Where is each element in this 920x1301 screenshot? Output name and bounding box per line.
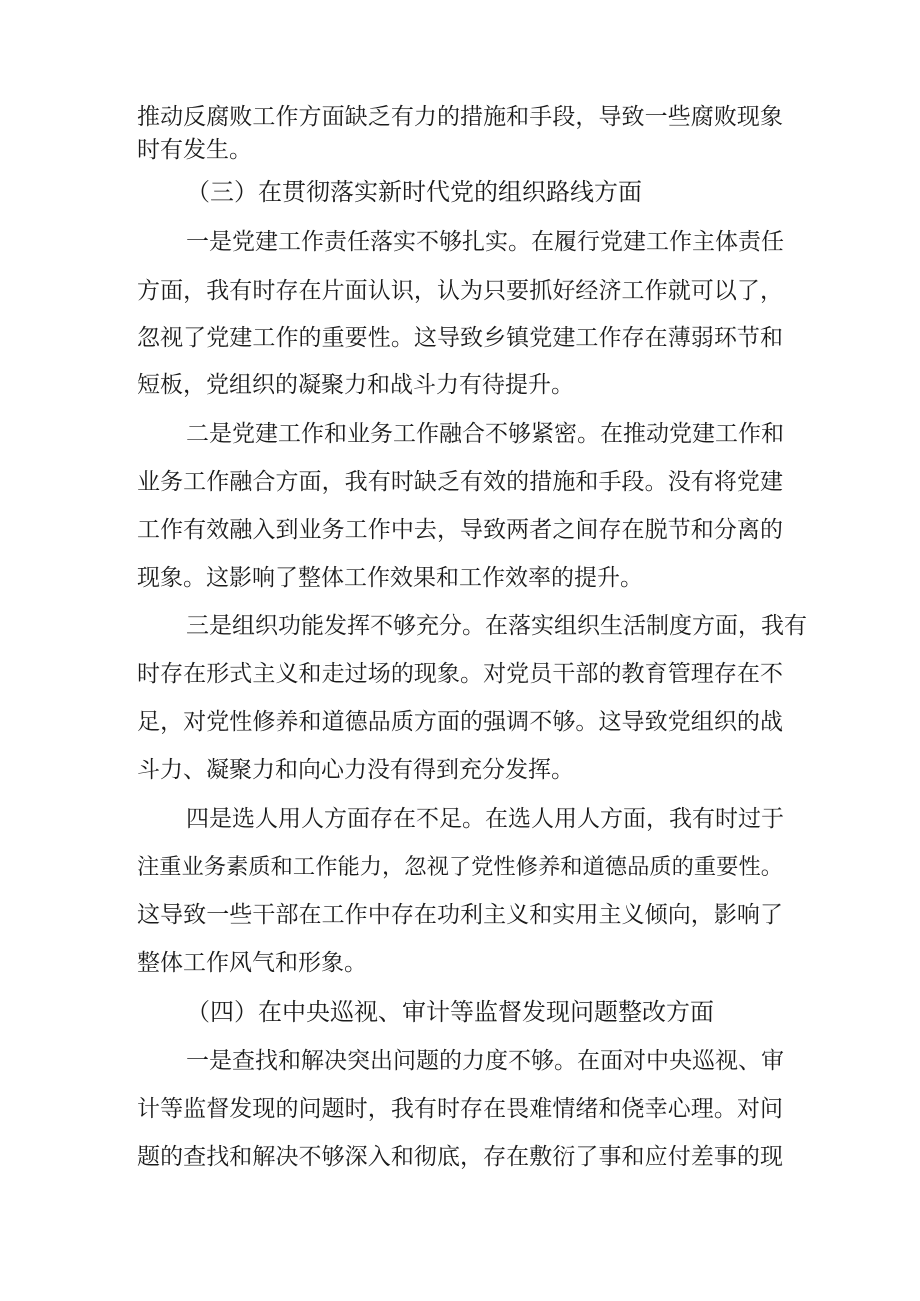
text-line: 时存在形式主义和走过场的现象。对党员干部的教育管理存在不	[137, 661, 783, 687]
text-line: 三是组织功能发挥不够充分。在落实组织生活制度方面，我有	[186, 613, 807, 639]
text-line: 四是选人用人方面存在不足。在选人用人方面，我有时过于	[186, 806, 784, 832]
text-line: 二是党建工作和业务工作融合不够紧密。在推动党建工作和	[186, 421, 784, 447]
text-line: 业务工作融合方面，我有时缺乏有效的措施和手段。没有将党建	[137, 469, 783, 495]
text-line: 时有发生。	[137, 137, 252, 163]
section-heading: （四）在中央巡视、审计等监督发现问题整改方面	[186, 998, 714, 1026]
text-line: 忽视了党建工作的重要性。这导致乡镇党建工作存在薄弱环节和	[137, 325, 783, 351]
text-line: 题的查找和解决不够深入和彻底，存在敷衍了事和应付差事的现	[137, 1144, 783, 1170]
text-line: 短板，党组织的凝聚力和战斗力有待提升。	[137, 372, 574, 398]
text-line: 一是党建工作责任落实不够扎实。在履行党建工作主体责任	[186, 229, 784, 255]
text-line: 推动反腐败工作方面缺乏有力的措施和手段，导致一些腐败现象	[137, 104, 783, 130]
text-line: 现象。这影响了整体工作效果和工作效率的提升。	[137, 565, 643, 591]
text-line: 斗力、凝聚力和向心力没有得到充分发挥。	[137, 757, 574, 783]
text-line: 这导致一些干部在工作中存在功利主义和实用主义倾向，影响了	[137, 902, 783, 928]
text-line: 一是查找和解决突出问题的力度不够。在面对中央巡视、审	[186, 1048, 784, 1074]
text-line: 足，对党性修养和道德品质方面的强调不够。这导致党组织的战	[137, 709, 783, 735]
text-line: 整体工作风气和形象。	[137, 950, 367, 976]
text-line: 工作有效融入到业务工作中去，导致两者之间存在脱节和分离的	[137, 517, 783, 543]
text-line: 计等监督发现的问题时，我有时存在畏难情绪和侥幸心理。对问	[137, 1096, 783, 1122]
text-line: 方面，我有时存在片面认识，认为只要抓好经济工作就可以了，	[137, 278, 783, 304]
text-line: 注重业务素质和工作能力，忽视了党性修养和道德品质的重要性。	[137, 854, 783, 880]
section-heading: （三）在贯彻落实新时代党的组织路线方面	[186, 178, 642, 206]
